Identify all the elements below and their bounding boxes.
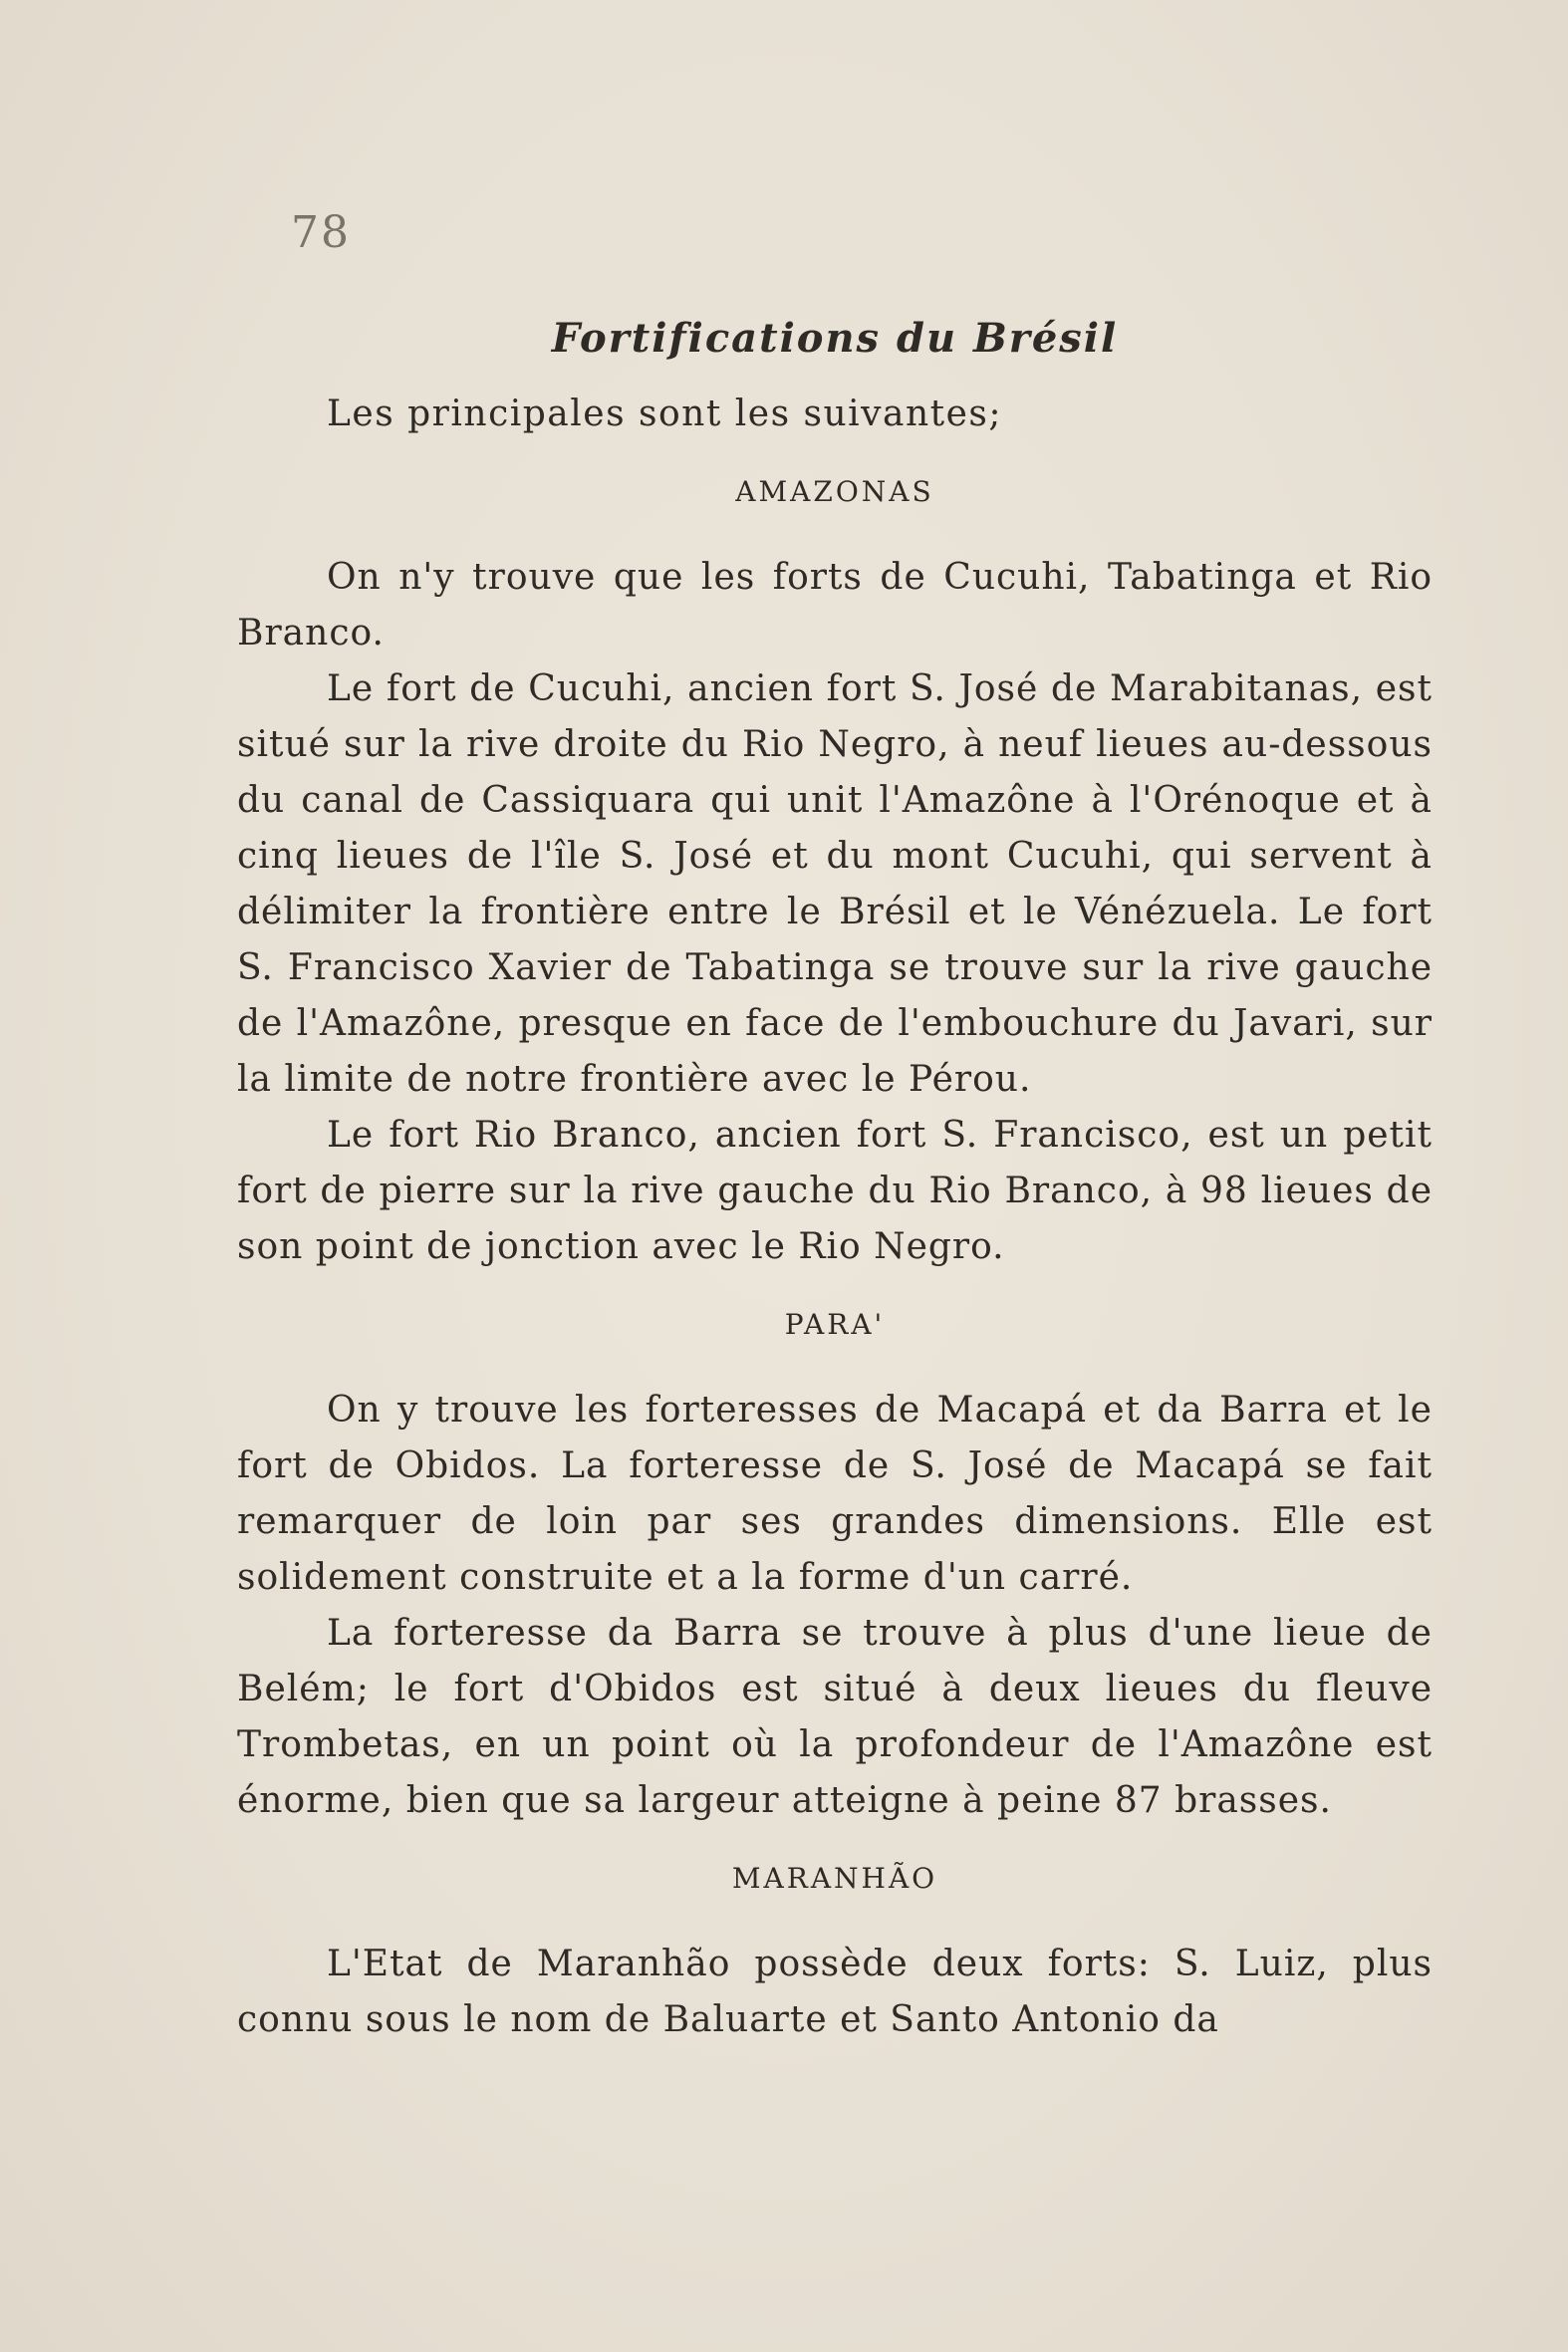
paragraph: L'Etat de Maranhão possède deux forts: S. Luiz, plus connu sous le nom de Baluarte et Santo Antonio da	[237, 1944, 1433, 2040]
intro-line: Les principales sont les suivantes;	[327, 393, 1003, 434]
paragraph: On y trouve les forteresses de Macapá et da Barra et le fort de Obidos. La forteresse de S. José de Macapá se fait remarquer de loin par ses grandes dimensions. Elle est solidement construite et a la forme d'un carré.	[237, 1390, 1433, 1598]
chapter-title: Fortifications du Brésil	[551, 315, 1119, 362]
section-heading-maranhao: MARANHÃO	[731, 1862, 938, 1895]
section-heading-amazonas: AMAZONAS	[735, 475, 934, 508]
section-heading-para: PARA'	[784, 1308, 886, 1341]
paragraph: La forteresse da Barra se trouve à plus d'une lieue de Belém; le fort d'Obidos est situé à deux lieues du fleuve Trombetas, en un point où la profondeur de l'Amazône est énorme, bien que sa largeur atteigne à peine 87 brasses.	[237, 1613, 1433, 1821]
paragraph: Le fort de Cucuhi, ancien fort S. José de Marabitanas, est situé sur la rive droite du Rio Negro, à neuf lieues au-dessous du canal de Cassiquara qui unit l'Amazône à l'Orénoque et à cinq lieues de l'île S. José et du mont Cucuhi, qui servent à délimiter la frontière entre le Brésil et le Vénézuela. Le fort S. Francisco Xavier de Tabatinga se trouve sur la rive gauche de l'Amazône, presque en face de l'embouchure du Javari, sur la limite de notre frontière avec le Pérou.	[237, 668, 1433, 1100]
page-number: 78	[291, 207, 351, 258]
paragraph: Le fort Rio Branco, ancien fort S. Francisco, est un petit fort de pierre sur la rive gauche du Rio Branco, à 98 lieues de son point de jonction avec le Rio Negro.	[237, 1115, 1433, 1267]
page-body	[237, 309, 1433, 2048]
paragraph: On n'y trouve que les forts de Cucuhi, Tabatinga et Rio Branco.	[237, 557, 1433, 653]
